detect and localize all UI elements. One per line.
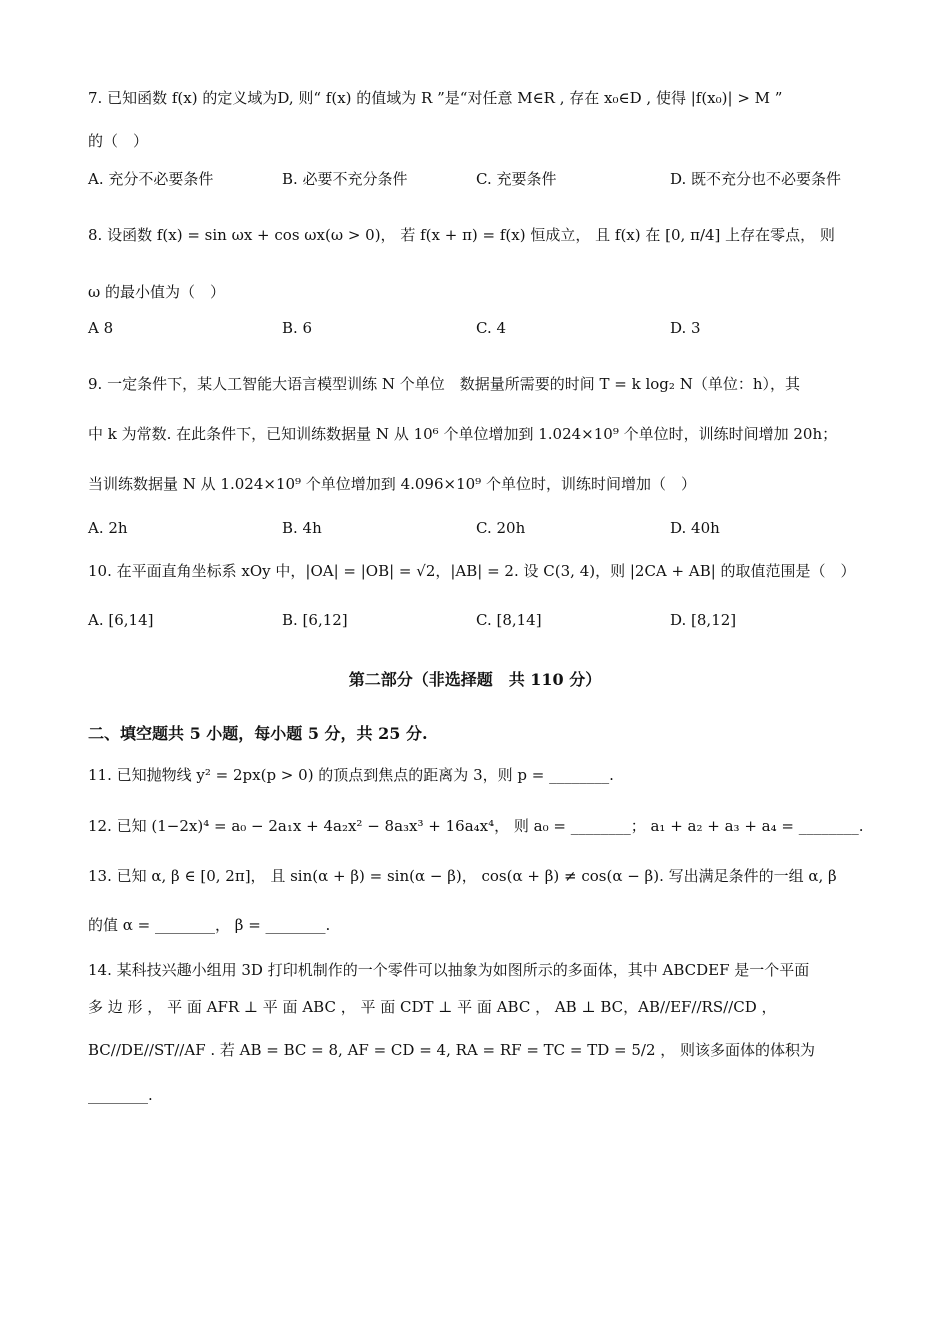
q8-option-a: A 8: [88, 319, 114, 337]
q10-stem-line1: 10. 在平面直角坐标系 xOy 中，|OA| = |OB| = √2，|AB| = 2. 设 C(3, 4)，则 |2CA + AB| 的取值范围是（ ）: [88, 562, 856, 580]
q8-option-b: B. 6: [282, 319, 313, 337]
q9-option-d: D. 40h: [670, 519, 720, 537]
q13-stem-line1: 13. 已知 α, β ∈ [0, 2π]， 且 sin(α + β) = sin(α − β)， cos(α + β) ≠ cos(α − β). 写出满足条件的一组 α, β: [88, 867, 837, 885]
section2-heading: 二、填空题共 5 小题，每小题 5 分，共 25 分.: [88, 724, 428, 743]
q14-stem-line3: BC//DE//ST//AF . 若 AB = BC = 8, AF = CD = 4, RA = RF = TC = TD = 5/2 ， 则该多面体的体积为: [88, 1041, 816, 1059]
q10-option-c: C. [8,14]: [476, 611, 542, 629]
q7-option-c: C. 充要条件: [476, 170, 557, 188]
q11-stem: 11. 已知抛物线 y² = 2px(p > 0) 的顶点到焦点的距离为 3，则 p = ________.: [88, 766, 614, 784]
q9-option-b: B. 4h: [282, 519, 322, 537]
q8-stem-line1: 8. 设函数 f(x) = sin ωx + cos ωx(ω > 0)， 若 f(x + π) = f(x) 恒成立， 且 f(x) 在 [0, π/4] 上存在零点， 则: [88, 226, 835, 244]
q10-option-a: A. [6,14]: [88, 611, 154, 629]
part2-title: 第二部分（非选择题 共 110 分）: [348, 670, 602, 689]
q8-option-d: D. 3: [670, 319, 701, 337]
q9-stem-line3: 当训练数据量 N 从 1.024×10⁹ 个单位增加到 4.096×10⁹ 个单位时，训练时间增加（ ）: [88, 475, 696, 493]
q7-option-a: A. 充分不必要条件: [88, 170, 214, 188]
q9-option-a: A. 2h: [88, 519, 128, 537]
q7-stem-line2: 的（ ）: [88, 132, 149, 150]
q8-stem-line2: ω 的最小值为（ ）: [88, 283, 226, 301]
q14-stem-line1: 14. 某科技兴趣小组用 3D 打印机制作的一个零件可以抽象为如图所示的多面体，其中 ABCDEF 是一个平面: [88, 961, 810, 979]
q10-option-d: D. [8,12]: [670, 611, 737, 629]
q9-option-c: C. 20h: [476, 519, 526, 537]
q9-stem-line1: 9. 一定条件下，某人工智能大语言模型训练 N 个单位 数据量所需要的时间 T = k log₂ N（单位：h），其: [88, 375, 800, 393]
q10-option-b: B. [6,12]: [282, 611, 348, 629]
q7-stem-line1: 7. 已知函数 f(x) 的定义域为D, 则“ f(x) 的值域为 R ”是“对任意 M∈R , 存在 x₀∈D , 使得 |f(x₀)| > M ”: [88, 89, 783, 107]
q8-option-c: C. 4: [476, 319, 507, 337]
q14-stem-line2: 多 边 形 ， 平 面 AFR ⊥ 平 面 ABC ， 平 面 CDT ⊥ 平 面 ABC ， AB ⊥ BC，AB//EF//RS//CD ，: [88, 998, 777, 1016]
q7-option-b: B. 必要不充分条件: [282, 170, 408, 188]
q14-stem-line4: ________.: [88, 1086, 153, 1104]
q13-stem-line2: 的值 α = ________， β = ________.: [88, 916, 331, 934]
q9-stem-line2: 中 k 为常数. 在此条件下，已知训练数据量 N 从 10⁶ 个单位增加到 1.024×10⁹ 个单位时，训练时间增加 20h；: [88, 425, 838, 443]
q7-option-d: D. 既不充分也不必要条件: [670, 170, 842, 188]
q12-stem: 12. 已知 (1−2x)⁴ = a₀ − 2a₁x + 4a₂x² − 8a₃x³ + 16a₄x⁴， 则 a₀ = ________； a₁ + a₂ + a₃ + a₄ = ________.: [88, 817, 864, 835]
